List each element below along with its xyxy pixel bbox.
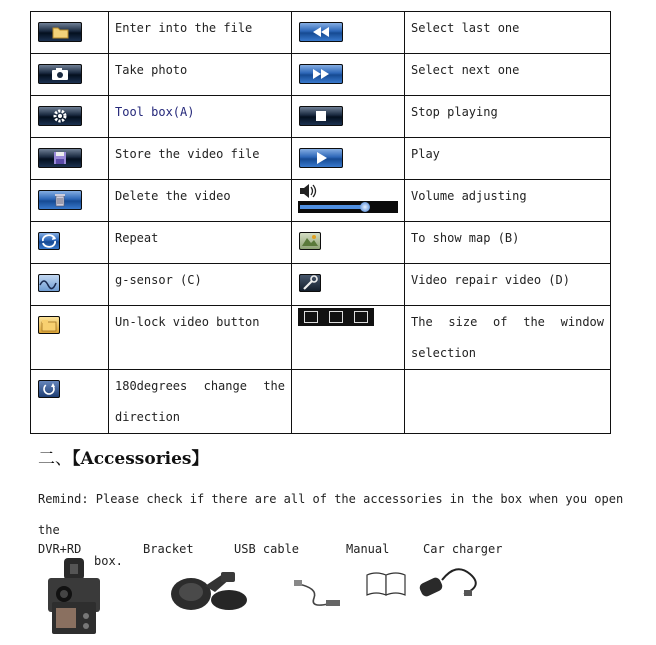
dvr-camera-image (42, 556, 106, 638)
table-row (31, 54, 611, 96)
unlock-folder-icon (38, 316, 60, 334)
table-row (31, 370, 611, 434)
table-cell-text: Stop playing (411, 105, 498, 119)
car-charger-image (416, 560, 480, 604)
sensor-wave-icon (38, 274, 60, 292)
table-row (31, 180, 611, 222)
repeat-icon (38, 232, 60, 250)
window-size-icon (298, 308, 374, 326)
fast-forward-icon (299, 64, 343, 84)
table-cell-text: Select next one (411, 63, 520, 77)
remind-paragraph (38, 484, 628, 577)
trash-icon (38, 190, 82, 210)
manual-image (364, 570, 408, 598)
table-cell-text: Take photo (115, 63, 188, 77)
table-cell-text: Repeat (115, 231, 159, 245)
table-row (31, 96, 611, 138)
accessory-label-bracket: Bracket (143, 542, 194, 556)
gear-icon (38, 106, 82, 126)
accessory-label-car-charger: Car charger (423, 542, 503, 556)
table-cell-text: Video repair video (D) (411, 273, 570, 287)
camera-icon (38, 64, 82, 84)
section-number: 二、 (38, 449, 72, 469)
remind-line-1: Remind: Please check if there are all of the accessories in the box when you open the (38, 492, 624, 537)
section-heading (38, 444, 209, 469)
folder-icon (38, 22, 82, 42)
rewind-icon (299, 22, 343, 42)
table-cell-text: Un-lock video button (115, 315, 260, 329)
bracket-image (165, 566, 251, 614)
table-cell-text: g-sensor (C) (115, 273, 202, 287)
table-cell-text: To show map (B) (411, 231, 520, 245)
rotate-icon (38, 380, 60, 398)
usb-cable-image (292, 576, 352, 610)
map-icon (299, 232, 321, 250)
accessory-label-dvr: DVR+RD (38, 542, 82, 556)
table-cell-text: Store the video file (115, 147, 260, 161)
table-cell-text: 180degrees change the direction (115, 379, 285, 424)
stop-icon (299, 106, 343, 126)
section-title: 【Accessories】 (72, 449, 209, 469)
table-cell-text: Select last one (411, 21, 520, 35)
table-row (31, 138, 611, 180)
table-cell-text: Delete the video (115, 189, 231, 203)
table-row (31, 12, 611, 54)
table-cell-text: Enter into the file (115, 21, 253, 35)
save-icon (38, 148, 82, 168)
function-table (30, 11, 611, 434)
accessory-label-usb-cable: USB cable (234, 542, 300, 556)
table-row (31, 222, 611, 264)
wrench-icon (299, 274, 321, 292)
table-cell-text: Tool box(A) (115, 105, 195, 119)
table-row (31, 306, 611, 370)
volume-slider-icon (298, 183, 398, 213)
play-icon (299, 148, 343, 168)
table-cell-text: Volume adjusting (411, 189, 527, 203)
accessory-label-manual: Manual (346, 542, 390, 556)
remind-line-2: box. (94, 554, 123, 568)
table-cell-text: The size of the window selection (411, 315, 604, 360)
table-cell-text: Play (411, 147, 440, 161)
